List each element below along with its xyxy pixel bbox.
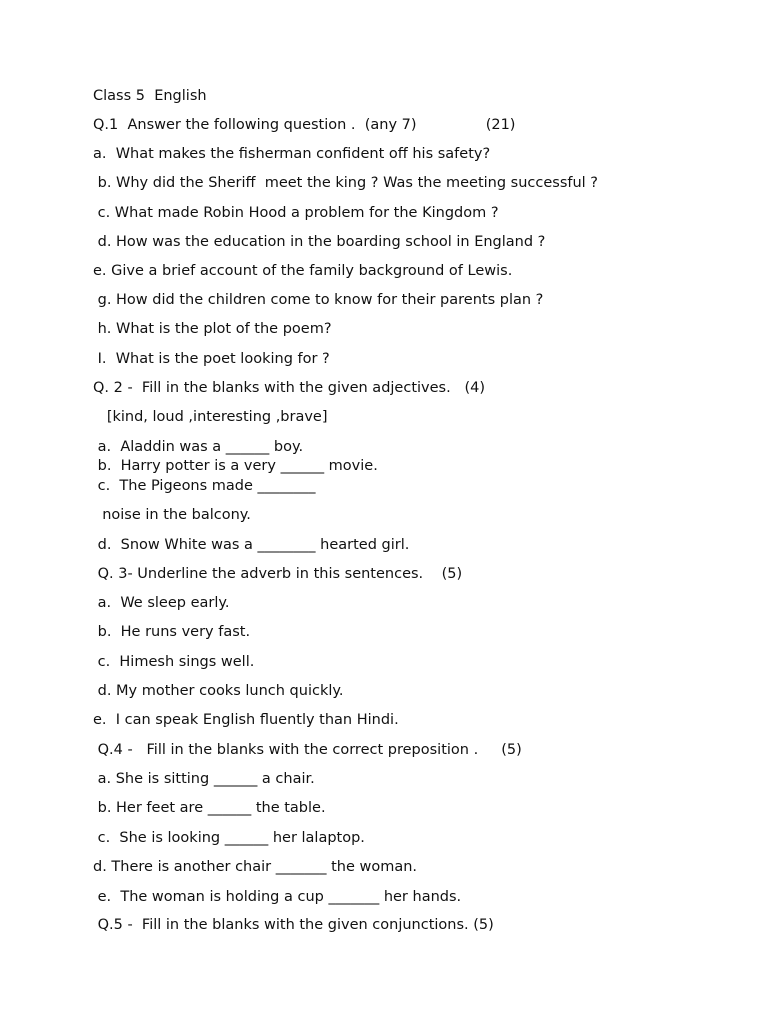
question-2-item-b: b. Harry potter is a very ______ movie. bbox=[93, 458, 378, 474]
question-4-item-a: a. She is sitting ______ a chair. bbox=[93, 771, 315, 787]
question-1-item-b: b. Why did the Sheriff meet the king ? Was the meeting successful ? bbox=[93, 175, 599, 191]
question-4-item-d: d. There is another chair _______ the woman. bbox=[93, 859, 418, 875]
question-3-item-c: c. Himesh sings well. bbox=[93, 654, 255, 670]
question-2-item-a: a. Aladdin was a ______ boy. bbox=[93, 439, 304, 455]
question-2-item-c: c. The Pigeons made ________ bbox=[93, 478, 316, 494]
question-1-item-g: g. How did the children come to know for their parents plan ? bbox=[93, 292, 544, 308]
question-3-item-e: e. I can speak English fluently than Hindi. bbox=[93, 712, 399, 728]
question-1-title: Q.1 Answer the following question . (any 7) (21) bbox=[93, 117, 516, 133]
question-3-title: Q. 3- Underline the adverb in this sentences. (5) bbox=[93, 566, 463, 582]
worksheet-heading: Class 5 English bbox=[93, 88, 207, 104]
question-4-item-b: b. Her feet are ______ the table. bbox=[93, 800, 326, 816]
question-2-word-box: [kind, loud ,interesting ,brave] bbox=[93, 409, 328, 425]
question-4-item-c: c. She is looking ______ her lalaptop. bbox=[93, 830, 365, 846]
question-1-item-a: a. What makes the fisherman confident off his safety? bbox=[93, 146, 491, 162]
question-3-item-d: d. My mother cooks lunch quickly. bbox=[93, 683, 344, 699]
question-2-title: Q. 2 - Fill in the blanks with the given adjectives. (4) bbox=[93, 380, 486, 396]
question-2-item-d: d. Snow White was a ________ hearted girl. bbox=[93, 537, 410, 553]
question-1-item-d: d. How was the education in the boarding school in England ? bbox=[93, 234, 546, 250]
question-1-item-e: e. Give a brief account of the family background of Lewis. bbox=[93, 263, 513, 279]
question-5-title: Q.5 - Fill in the blanks with the given conjunctions. (5) bbox=[93, 917, 494, 933]
question-3-item-a: a. We sleep early. bbox=[93, 595, 230, 611]
question-4-item-e: e. The woman is holding a cup _______ her hands. bbox=[93, 889, 462, 905]
question-2-item-c-continued: noise in the balcony. bbox=[93, 507, 251, 523]
question-1-item-h: h. What is the plot of the poem? bbox=[93, 321, 332, 337]
question-4-title: Q.4 - Fill in the blanks with the correct preposition . (5) bbox=[93, 742, 522, 758]
question-3-item-b: b. He runs very fast. bbox=[93, 624, 251, 640]
question-1-item-i: I. What is the poet looking for ? bbox=[93, 351, 330, 367]
question-1-item-c: c. What made Robin Hood a problem for the Kingdom ? bbox=[93, 205, 499, 221]
